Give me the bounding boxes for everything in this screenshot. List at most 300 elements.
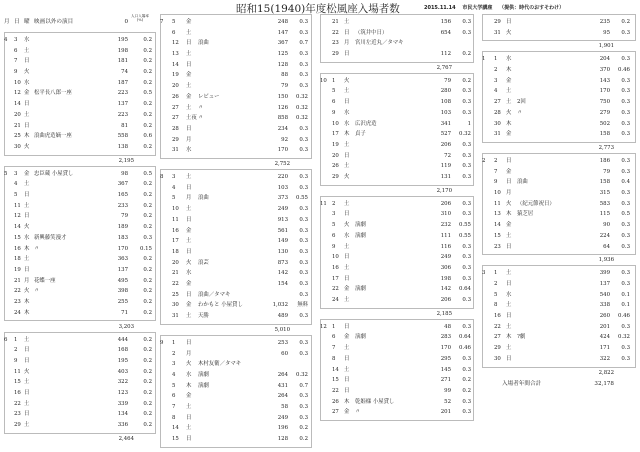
cell-month: [320, 151, 332, 162]
cell-ratio: 0.3: [299, 393, 308, 400]
cell-day: 21: [14, 122, 21, 129]
cell-attendance: 186: [599, 158, 610, 164]
cell-attendance: 158: [599, 131, 610, 138]
cell-attendance: 64: [603, 243, 610, 250]
cell-program: 演劇: [355, 232, 366, 239]
cell-attendance: 98: [121, 170, 128, 177]
cell-weekday: 日: [24, 357, 30, 364]
segment-total: 2,822: [598, 369, 614, 376]
cell-weekday: 金: [506, 168, 512, 175]
cell-ratio: [288, 359, 308, 370]
cell-ratio: 0.3: [299, 259, 308, 266]
cell-weekday: 日: [344, 355, 350, 362]
cell-ratio: 0.3: [462, 19, 471, 25]
cell-program: 〃: [517, 109, 523, 116]
table-block: [482, 14, 636, 433]
cell-attendance: 295: [440, 355, 451, 362]
cell-program: [355, 97, 421, 108]
cell-weekday: 日: [506, 158, 512, 164]
cell-attendance: [256, 290, 288, 301]
cell-program: [198, 391, 256, 402]
cell-weekday: 木: [506, 120, 512, 127]
cell-program: [198, 204, 256, 215]
cell-month: [160, 300, 172, 311]
cell-month: [4, 46, 14, 57]
cell-ratio: 0.4: [621, 179, 630, 186]
cell-weekday: 日: [186, 436, 192, 443]
cell-attendance: 88: [281, 72, 288, 79]
cell-month: [4, 399, 14, 410]
cell-day: 9: [332, 243, 336, 250]
cell-weekday: 水: [24, 234, 30, 241]
cell-attendance: 398: [117, 288, 128, 295]
cell-attendance: [256, 359, 288, 370]
cell-weekday: 金: [186, 280, 192, 287]
cell-ratio: 0.3: [299, 83, 308, 90]
cell-day: 16: [14, 245, 21, 252]
cell-weekday: 日: [506, 179, 512, 186]
cell-month: [4, 367, 14, 378]
cell-month: [4, 211, 14, 222]
cell-ratio: 0.2: [143, 411, 152, 418]
cell-ratio: 0.3: [621, 29, 630, 36]
cell-program: 宮川左近丸／タマキ: [355, 40, 404, 47]
cell-ratio: 0.3: [621, 88, 630, 95]
cell-ratio: 0.3: [621, 355, 630, 362]
cell-day: 18: [14, 256, 21, 263]
cell-weekday: 日: [344, 254, 350, 261]
cell-weekday: 木: [344, 398, 350, 405]
cell-day: 23: [14, 298, 21, 305]
cell-day: 30: [172, 302, 179, 309]
cell-day: 31: [172, 147, 179, 154]
cell-attendance: 165: [117, 192, 128, 199]
cell-month: [4, 409, 14, 420]
cell-ratio: 0.2: [143, 422, 152, 428]
cell-month: [4, 233, 14, 244]
cell-ratio: 0.3: [462, 398, 471, 405]
cell-attendance: 220: [277, 174, 288, 181]
header-program: 映画以外の演目: [34, 19, 74, 25]
cell-month: [160, 279, 172, 290]
cell-program: [355, 209, 421, 220]
cell-day: 20: [172, 83, 179, 90]
cell-day: 6: [172, 393, 176, 400]
cell-program: [198, 338, 256, 349]
cell-day: 23: [332, 40, 339, 47]
cell-day: 26: [332, 398, 339, 405]
cell-attendance: 195: [117, 357, 128, 364]
cell-program: 忠臣蔵 小屋貸し: [34, 170, 74, 177]
cell-ratio: 0.3: [621, 158, 630, 164]
cell-ratio: 0.3: [299, 404, 308, 411]
cell-ratio: 0.32: [295, 115, 308, 122]
cell-attendance: 248: [277, 19, 288, 25]
cell-ratio: 0.2: [143, 309, 152, 316]
cell-attendance: 249: [277, 414, 288, 421]
cell-ratio: 0.2: [462, 377, 471, 384]
cell-month: [4, 121, 14, 132]
cell-program: [355, 242, 421, 253]
cell-day: 7: [14, 58, 18, 65]
cell-weekday: 日: [506, 313, 512, 320]
cell-day: 5: [172, 382, 176, 389]
cell-day: 14: [494, 222, 501, 229]
cell-attendance: 280: [440, 88, 451, 95]
cell-weekday: 月: [186, 136, 192, 143]
cell-ratio: 0.3: [462, 163, 471, 170]
cell-attendance: 181: [117, 58, 128, 65]
cell-attendance: 341: [440, 120, 451, 127]
cell-attendance: 147: [277, 29, 288, 36]
cell-month: [160, 193, 172, 204]
cell-weekday: 土: [186, 404, 192, 411]
cell-attendance: 224: [599, 232, 610, 239]
table-segment: [320, 76, 474, 183]
cell-program: [198, 434, 256, 445]
cell-month: [320, 129, 332, 140]
cell-day: 15: [14, 379, 21, 386]
cell-month: [320, 386, 332, 397]
cell-day: 2: [494, 280, 498, 287]
header-ratio_caption: 人口入場率(%): [131, 14, 149, 22]
cell-program: 猿芝居: [517, 211, 534, 218]
cell-program: [198, 124, 256, 135]
cell-day: 3: [14, 170, 18, 177]
cell-weekday: 日: [344, 323, 350, 330]
cell-month: [482, 76, 494, 87]
cell-weekday: 日: [24, 347, 30, 354]
cell-ratio: 0.5: [143, 90, 152, 97]
segment-total: 2,170: [436, 187, 452, 194]
cell-day: 1: [494, 56, 498, 63]
cell-weekday: 日: [186, 414, 192, 421]
cell-attendance: 283: [440, 334, 451, 341]
cell-attendance: 234: [277, 125, 288, 132]
cell-weekday: 土: [344, 243, 350, 250]
cell-attendance: 235: [599, 19, 610, 25]
cell-weekday: 日: [186, 184, 192, 191]
cell-attendance: 90: [603, 222, 610, 229]
cell-program: [355, 76, 421, 87]
cell-attendance: 315: [599, 190, 610, 197]
cell-month: 10: [320, 77, 327, 84]
cell-day: 11: [172, 216, 179, 223]
cell-program: [198, 135, 256, 146]
cell-day: 3: [172, 361, 176, 368]
cell-day: 30: [494, 355, 501, 362]
meta-source: （提供：時代のおすそわけ）: [499, 5, 565, 11]
cell-month: [320, 108, 332, 119]
cell-ratio: 0.3: [299, 19, 308, 25]
cell-ratio: 0.1: [621, 291, 630, 298]
cell-day: 29: [172, 136, 179, 143]
cell-month: [320, 343, 332, 354]
cell-month: [160, 183, 172, 194]
cell-program: [34, 110, 90, 121]
cell-day: 6: [332, 232, 336, 239]
cell-month: [320, 119, 332, 130]
cell-program: [34, 142, 90, 153]
cell-ratio: 0.2: [143, 101, 152, 108]
cell-weekday: 土: [506, 302, 512, 309]
cell-month: 2: [482, 158, 486, 164]
cell-weekday: 火: [344, 77, 350, 84]
cell-program: [198, 17, 256, 28]
cell-month: [4, 254, 14, 265]
cell-weekday: 金: [186, 72, 192, 79]
cell-program: [355, 375, 421, 386]
cell-program: [34, 308, 90, 319]
cell-weekday: 土: [186, 174, 192, 181]
segment-total: 5,010: [274, 326, 290, 333]
cell-day: 12: [14, 213, 21, 220]
cell-weekday: 水: [186, 147, 192, 154]
cell-month: 6: [4, 336, 8, 343]
cell-attendance: 128: [277, 436, 288, 443]
cell-attendance: 255: [117, 298, 128, 305]
cell-day: 2: [494, 158, 498, 164]
cell-attendance: 138: [117, 143, 128, 150]
cell-program: [34, 409, 90, 420]
table-segment: [160, 338, 312, 445]
cell-program: わかもと 小屋貸し: [198, 302, 243, 309]
cell-ratio: 0.46: [617, 67, 630, 74]
cell-program: [517, 28, 580, 39]
cell-day: 27: [172, 104, 179, 111]
cell-ratio: 0.3: [462, 254, 471, 261]
cell-day: 30: [14, 143, 21, 150]
cell-month: [160, 60, 172, 71]
cell-program: 松平長八郎一座: [34, 90, 72, 97]
segment-total: 2,464: [118, 435, 134, 442]
cell-month: [4, 110, 14, 121]
meta-date: 2015.11.14: [424, 5, 456, 11]
cell-ratio: 0.3: [299, 216, 308, 223]
cell-month: [160, 349, 172, 360]
page-title: 昭和15(1940)年度松風座入場者数: [236, 3, 400, 15]
header-weekday: 曜: [24, 19, 30, 25]
cell-ratio: 0.3: [299, 350, 308, 357]
cell-ratio: 0.3: [621, 77, 630, 84]
cell-month: [320, 295, 332, 306]
cell-weekday: 日: [24, 389, 30, 396]
cell-program: ?劇: [517, 334, 526, 341]
cell-month: [482, 209, 494, 220]
cell-attendance: 189: [117, 224, 128, 231]
cell-month: [482, 167, 494, 178]
table-segment: [482, 268, 636, 364]
cell-program: 花蝶一座: [34, 277, 56, 284]
cell-attendance: 444: [117, 336, 128, 343]
cell-day: 28: [172, 125, 179, 132]
cell-program: 浪曲／タマキ: [198, 291, 231, 298]
cell-month: [320, 161, 332, 172]
table-segment: [4, 35, 156, 153]
cell-ratio: 0.3: [621, 243, 630, 250]
cell-program: [34, 99, 90, 110]
cell-attendance: 363: [117, 256, 128, 263]
cell-month: [160, 145, 172, 156]
header-month: 月: [4, 19, 10, 25]
cell-program: [517, 290, 580, 301]
cell-weekday: 木: [24, 245, 30, 252]
cell-day: 1: [332, 323, 336, 330]
cell-day: 4: [172, 184, 176, 191]
table-segment: [482, 54, 636, 140]
cell-attendance: 123: [117, 389, 128, 396]
table-block: [160, 14, 312, 443]
cell-ratio: 0.2: [143, 256, 152, 263]
cell-weekday: 水: [344, 120, 350, 127]
cell-day: 27: [494, 99, 501, 106]
cell-attendance: 540: [599, 291, 610, 298]
cell-month: [482, 300, 494, 311]
cell-day: 1: [332, 77, 336, 84]
cell-month: [320, 242, 332, 253]
cell-program: [34, 121, 90, 132]
cell-ratio: 0.2: [299, 436, 308, 443]
cell-attendance: 95: [603, 29, 610, 36]
cell-attendance: 223: [117, 111, 128, 118]
cell-program: [34, 420, 90, 431]
cell-day: 4: [14, 181, 18, 188]
cell-weekday: 日: [186, 125, 192, 132]
cell-ratio: 0.55: [458, 222, 471, 229]
cell-ratio: 0.3: [462, 366, 471, 373]
cell-month: [4, 201, 14, 212]
cell-day: 10: [332, 120, 339, 127]
cell-day: 19: [172, 72, 179, 79]
cell-month: [4, 276, 14, 287]
cell-weekday: 日: [24, 122, 30, 129]
cell-month: [482, 242, 494, 253]
cell-weekday: 土: [24, 256, 30, 263]
cell-program: [355, 172, 421, 183]
cell-day: 1: [494, 270, 498, 277]
cell-weekday: 土: [24, 181, 30, 188]
cell-program: [355, 263, 421, 274]
cell-day: 9: [494, 179, 498, 186]
cell-ratio: 0.3: [621, 270, 630, 277]
cell-ratio: 1: [467, 120, 471, 127]
cell-day: 27: [494, 334, 501, 341]
cell-attendance: 79: [281, 83, 288, 90]
cell-day: 8: [494, 302, 498, 309]
cell-weekday: 火: [506, 109, 512, 116]
cell-attendance: 48: [444, 323, 451, 330]
cell-program: [355, 86, 421, 97]
cell-weekday: 日: [24, 101, 30, 108]
cell-weekday: 火: [24, 288, 30, 295]
cell-weekday: 土: [186, 206, 192, 213]
cell-month: [160, 268, 172, 279]
cell-ratio: 0.3: [299, 125, 308, 132]
cell-month: [160, 204, 172, 215]
cell-program: [517, 54, 580, 65]
meta-org: 市民大学講座: [462, 5, 493, 11]
cell-month: [320, 209, 332, 220]
cell-day: 10: [332, 254, 339, 261]
cell-month: [320, 49, 332, 60]
cell-weekday: 水: [506, 291, 512, 298]
cell-program: 貞子: [355, 131, 366, 138]
cell-weekday: 土: [344, 163, 350, 170]
cell-ratio: 0.3: [621, 345, 630, 352]
cell-day: 11: [14, 202, 21, 209]
cell-attendance: 103: [277, 184, 288, 191]
cell-ratio: 0.2: [621, 19, 630, 25]
cell-program: [198, 49, 256, 60]
cell-day: 6: [172, 29, 176, 36]
cell-program: 演劇: [198, 371, 209, 378]
cell-ratio: 0.2: [462, 51, 471, 58]
cell-weekday: 日: [344, 51, 350, 58]
cell-day: 29: [332, 173, 339, 180]
cell-program: [198, 60, 256, 71]
cell-day: 10: [172, 206, 179, 213]
cell-month: 8: [160, 174, 164, 181]
cell-day: 10: [494, 190, 501, 197]
cell-month: [4, 345, 14, 356]
cell-attendance: 116: [440, 243, 451, 250]
cell-program: [355, 140, 421, 151]
cell-month: [482, 28, 494, 39]
cell-ratio: 0.46: [458, 345, 471, 352]
cell-ratio: 0.3: [462, 264, 471, 271]
cell-weekday: 金: [186, 227, 192, 234]
cell-weekday: 日: [344, 387, 350, 394]
cell-ratio: 0.3: [299, 227, 308, 234]
cell-attendance: 126: [277, 104, 288, 111]
cell-program: 〃: [198, 115, 204, 122]
cell-month: [160, 28, 172, 39]
cell-ratio: 0.3: [299, 414, 308, 421]
cell-program: [34, 46, 90, 57]
cell-ratio: 0.2: [143, 143, 152, 150]
cell-attendance: 338: [599, 302, 610, 309]
cell-month: [4, 388, 14, 399]
cell-program: [34, 211, 90, 222]
cell-attendance: 403: [117, 368, 128, 375]
cell-ratio: 0.3: [621, 131, 630, 138]
cell-day: 5: [332, 222, 336, 229]
cell-month: [4, 56, 14, 67]
cell-attendance: 750: [599, 99, 610, 106]
cell-day: 7: [494, 168, 498, 175]
cell-ratio: 0.3: [143, 234, 152, 241]
cell-month: [4, 67, 14, 78]
cell-weekday: 木: [344, 131, 350, 138]
cell-month: [320, 263, 332, 274]
cell-month: [320, 284, 332, 295]
cell-day: 11: [494, 200, 501, 207]
segment-total: 2,195: [118, 157, 134, 164]
cell-ratio: 0.32: [458, 131, 471, 138]
cell-month: [320, 365, 332, 376]
cell-program: [34, 201, 90, 212]
cell-attendance: 74: [121, 69, 128, 76]
cell-ratio: 0.2: [143, 213, 152, 220]
cell-day: 20: [332, 152, 339, 159]
cell-day: 2: [332, 200, 336, 207]
cell-attendance: 158: [599, 179, 610, 186]
cell-month: [482, 119, 494, 130]
table-segment: [482, 17, 636, 38]
cell-attendance: 223: [117, 90, 128, 97]
cell-ratio: 0.3: [621, 56, 630, 63]
cell-month: [320, 97, 332, 108]
